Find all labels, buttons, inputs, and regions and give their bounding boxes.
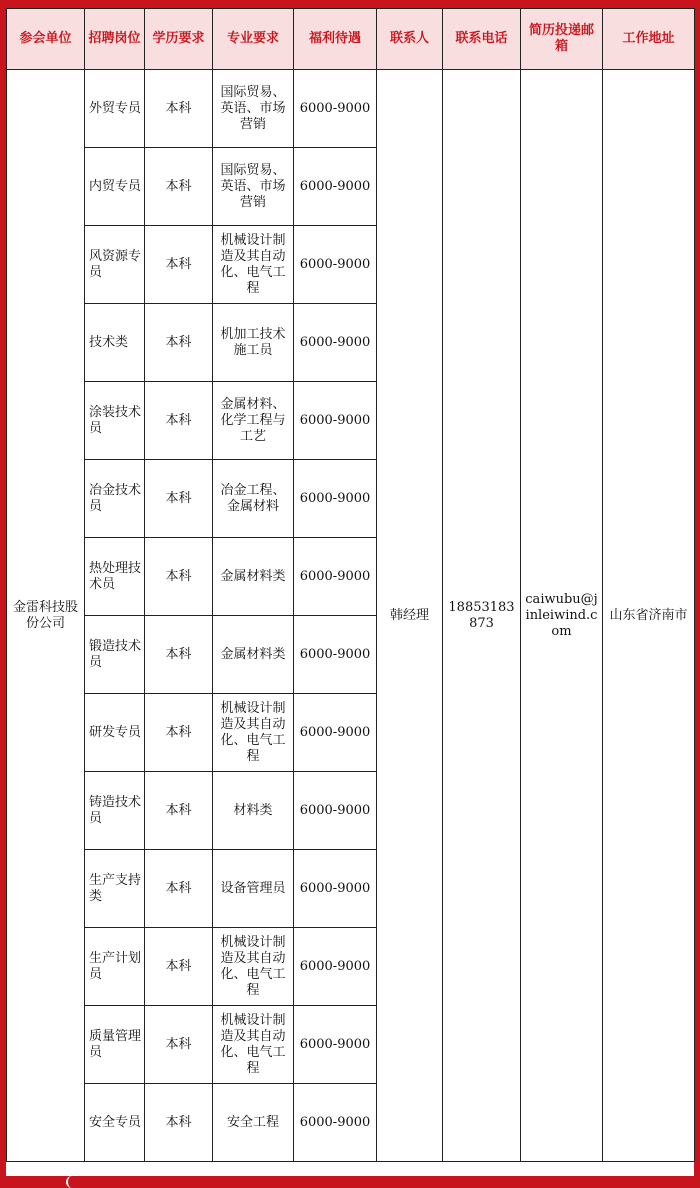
cell-salary: 6000-9000 bbox=[294, 616, 377, 694]
cell-salary: 6000-9000 bbox=[294, 148, 377, 226]
cell-major: 冶金工程、金属材料 bbox=[213, 460, 294, 538]
header-company: 参会单位 bbox=[7, 9, 85, 70]
cell-salary: 6000-9000 bbox=[294, 382, 377, 460]
header-contact: 联系人 bbox=[377, 9, 443, 70]
cell-major: 金属材料类 bbox=[213, 616, 294, 694]
recruitment-sheet bbox=[6, 8, 694, 1176]
header-position: 招聘岗位 bbox=[85, 9, 145, 70]
cell-position: 研发专员 bbox=[85, 694, 145, 772]
cell-salary: 6000-9000 bbox=[294, 1006, 377, 1084]
cell-salary: 6000-9000 bbox=[294, 1084, 377, 1162]
cell-education: 本科 bbox=[145, 226, 213, 304]
cell-position: 内贸专员 bbox=[85, 148, 145, 226]
cell-phone: 18853183873 bbox=[443, 70, 521, 1162]
cell-position: 风资源专员 bbox=[85, 226, 145, 304]
cell-major: 国际贸易、英语、市场营销 bbox=[213, 148, 294, 226]
cell-education: 本科 bbox=[145, 616, 213, 694]
cell-major: 金属材料类 bbox=[213, 538, 294, 616]
cell-education: 本科 bbox=[145, 538, 213, 616]
cell-education: 本科 bbox=[145, 694, 213, 772]
cell-major: 金属材料、化学工程与工艺 bbox=[213, 382, 294, 460]
header-salary: 福利待遇 bbox=[294, 9, 377, 70]
header-phone: 联系电话 bbox=[443, 9, 521, 70]
table-row bbox=[7, 70, 695, 148]
cell-position: 生产支持类 bbox=[85, 850, 145, 928]
table-body bbox=[7, 70, 695, 1162]
footer-decoration bbox=[0, 1176, 700, 1188]
cell-contact: 韩经理 bbox=[377, 70, 443, 1162]
cell-company: 金雷科技股份公司 bbox=[7, 70, 85, 1162]
cell-position: 安全专员 bbox=[85, 1084, 145, 1162]
cell-education: 本科 bbox=[145, 382, 213, 460]
cell-major: 机械设计制造及其自动化、电气工程 bbox=[213, 226, 294, 304]
recruitment-table bbox=[6, 8, 695, 1162]
cell-education: 本科 bbox=[145, 70, 213, 148]
cell-education: 本科 bbox=[145, 772, 213, 850]
cell-education: 本科 bbox=[145, 148, 213, 226]
cell-major: 材料类 bbox=[213, 772, 294, 850]
header-address: 工作地址 bbox=[603, 9, 695, 70]
cell-major: 机械设计制造及其自动化、电气工程 bbox=[213, 928, 294, 1006]
header-major: 专业要求 bbox=[213, 9, 294, 70]
cell-position: 铸造技术员 bbox=[85, 772, 145, 850]
cell-position: 生产计划员 bbox=[85, 928, 145, 1006]
cell-salary: 6000-9000 bbox=[294, 928, 377, 1006]
cell-salary: 6000-9000 bbox=[294, 460, 377, 538]
cell-salary: 6000-9000 bbox=[294, 694, 377, 772]
cell-address: 山东省济南市 bbox=[603, 70, 695, 1162]
cell-education: 本科 bbox=[145, 850, 213, 928]
cell-salary: 6000-9000 bbox=[294, 538, 377, 616]
cell-salary: 6000-9000 bbox=[294, 226, 377, 304]
cell-education: 本科 bbox=[145, 1006, 213, 1084]
cell-major: 设备管理员 bbox=[213, 850, 294, 928]
cell-position: 锻造技术员 bbox=[85, 616, 145, 694]
cell-email[interactable]: caiwubu@jinleiwind.com bbox=[521, 70, 603, 1162]
cell-education: 本科 bbox=[145, 928, 213, 1006]
cell-salary: 6000-9000 bbox=[294, 772, 377, 850]
cell-position: 涂装技术员 bbox=[85, 382, 145, 460]
cell-major: 安全工程 bbox=[213, 1084, 294, 1162]
cell-major: 国际贸易、英语、市场营销 bbox=[213, 70, 294, 148]
cell-major: 机械设计制造及其自动化、电气工程 bbox=[213, 694, 294, 772]
header-education: 学历要求 bbox=[145, 9, 213, 70]
cell-position: 热处理技术员 bbox=[85, 538, 145, 616]
cell-education: 本科 bbox=[145, 304, 213, 382]
cell-major: 机加工技术施工员 bbox=[213, 304, 294, 382]
header-email: 简历投递邮箱 bbox=[521, 9, 603, 70]
cell-education: 本科 bbox=[145, 460, 213, 538]
cell-position: 质量管理员 bbox=[85, 1006, 145, 1084]
cell-position: 技术类 bbox=[85, 304, 145, 382]
cell-salary: 6000-9000 bbox=[294, 304, 377, 382]
cell-salary: 6000-9000 bbox=[294, 850, 377, 928]
header-row bbox=[7, 9, 695, 70]
cell-major: 机械设计制造及其自动化、电气工程 bbox=[213, 1006, 294, 1084]
cell-position: 冶金技术员 bbox=[85, 460, 145, 538]
cell-position: 外贸专员 bbox=[85, 70, 145, 148]
cell-salary: 6000-9000 bbox=[294, 70, 377, 148]
cell-education: 本科 bbox=[145, 1084, 213, 1162]
